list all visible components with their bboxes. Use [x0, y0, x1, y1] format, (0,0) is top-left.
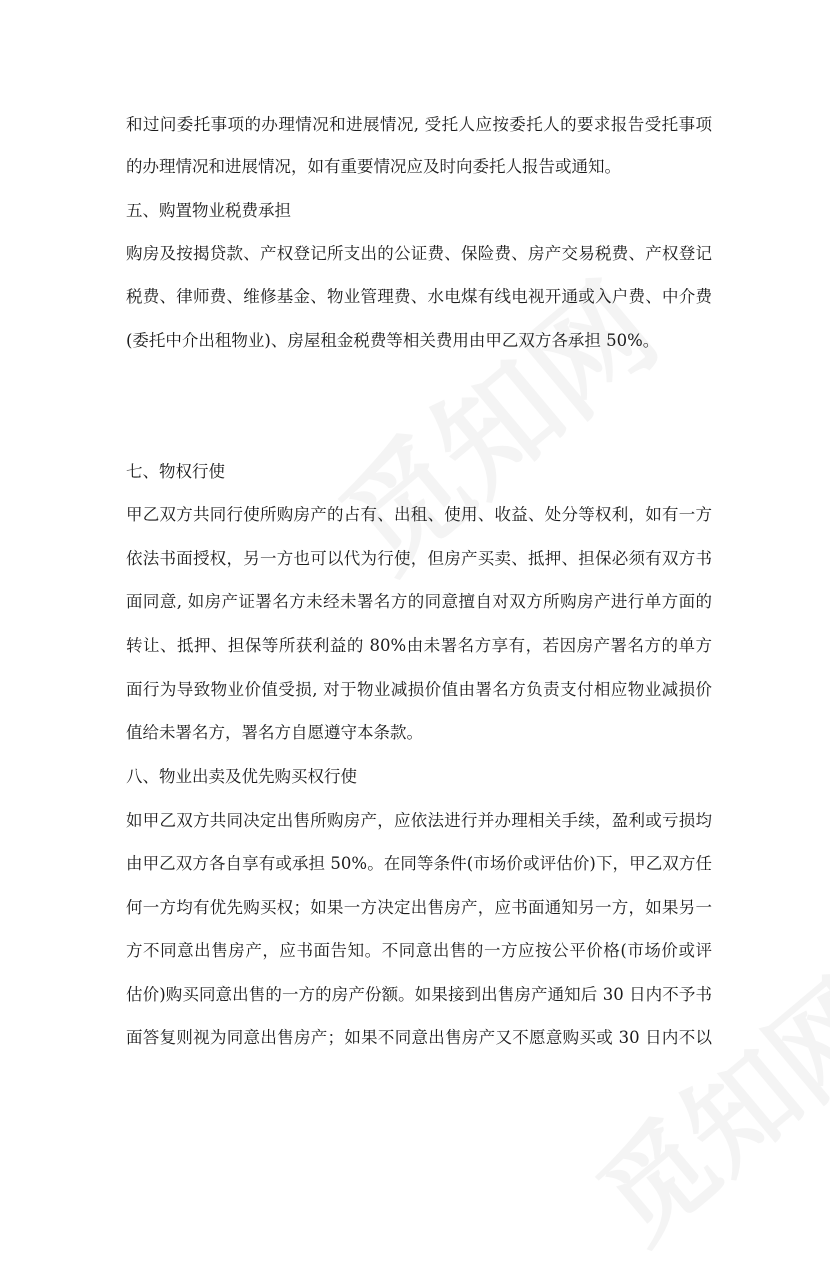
section-heading: 八、物业出卖及优先购买权行使: [126, 767, 357, 786]
paragraph-line: (委托中介出租物业)、房屋租金税费等相关费用由甲乙双方各承担 50%。: [126, 331, 660, 350]
paragraph-line: 转让、抵押、担保等所获利益的 80%由未署名方享有，若因房产署名方的单方: [126, 636, 712, 655]
paragraph-line: 值给未署名方，署名方自愿遵守本条款。: [126, 723, 423, 742]
paragraph-line: 和过问委托事项的办理情况和进展情况, 受托人应按委托人的要求报告受托事项: [126, 115, 712, 134]
paragraph-line: 方不同意出售房产，应书面告知。不同意出售的一方应按公平价格(市场价或评: [126, 941, 712, 960]
paragraph-line: 依法书面授权，另一方也可以代为行使，但房产买卖、抵押、担保必须有双方书: [126, 549, 712, 568]
paragraph-line: 估价)购买同意出售的一方的房产份额。如果接到出售房产通知后 30 日内不予书: [126, 985, 712, 1004]
paragraph-line: 的办理情况和进展情况，如有重要情况应及时向委托人报告或通知。: [126, 157, 621, 176]
paragraph-line: 如甲乙双方共同决定出售所购房产，应依法进行并办理相关手续，盈利或亏损均: [126, 811, 712, 830]
paragraph-line: 由甲乙双方各自享有或承担 50%。在同等条件(市场价或评估价)下，甲乙双方任: [126, 854, 712, 873]
paragraph-line: 税费、律师费、维修基金、物业管理费、水电煤有线电视开通或入户费、中介费: [126, 287, 712, 306]
paragraph-line: 面答复则视为同意出售房产；如果不同意出售房产又不愿意购买或 30 日内不以: [126, 1028, 712, 1047]
section-heading: 七、物权行使: [126, 462, 225, 481]
paragraph-line: 甲乙双方共同行使所购房产的占有、出租、使用、收益、处分等权利，如有一方: [126, 505, 712, 524]
paragraph-line: 面同意, 如房产证署名方未经未署名方的同意擅自对双方所购房产进行单方面的: [126, 592, 712, 611]
paragraph-line: 面行为导致物业价值受损, 对于物业减损价值由署名方负责支付相应物业减损价: [126, 680, 712, 699]
section-heading: 五、购置物业税费承担: [126, 201, 291, 220]
paragraph-line: 购房及按揭贷款、产权登记所支出的公证费、保险费、房产交易税费、产权登记: [126, 244, 712, 263]
paragraph-line: 何一方均有优先购买权；如果一方决定出售房产，应书面通知另一方，如果另一: [126, 898, 712, 917]
